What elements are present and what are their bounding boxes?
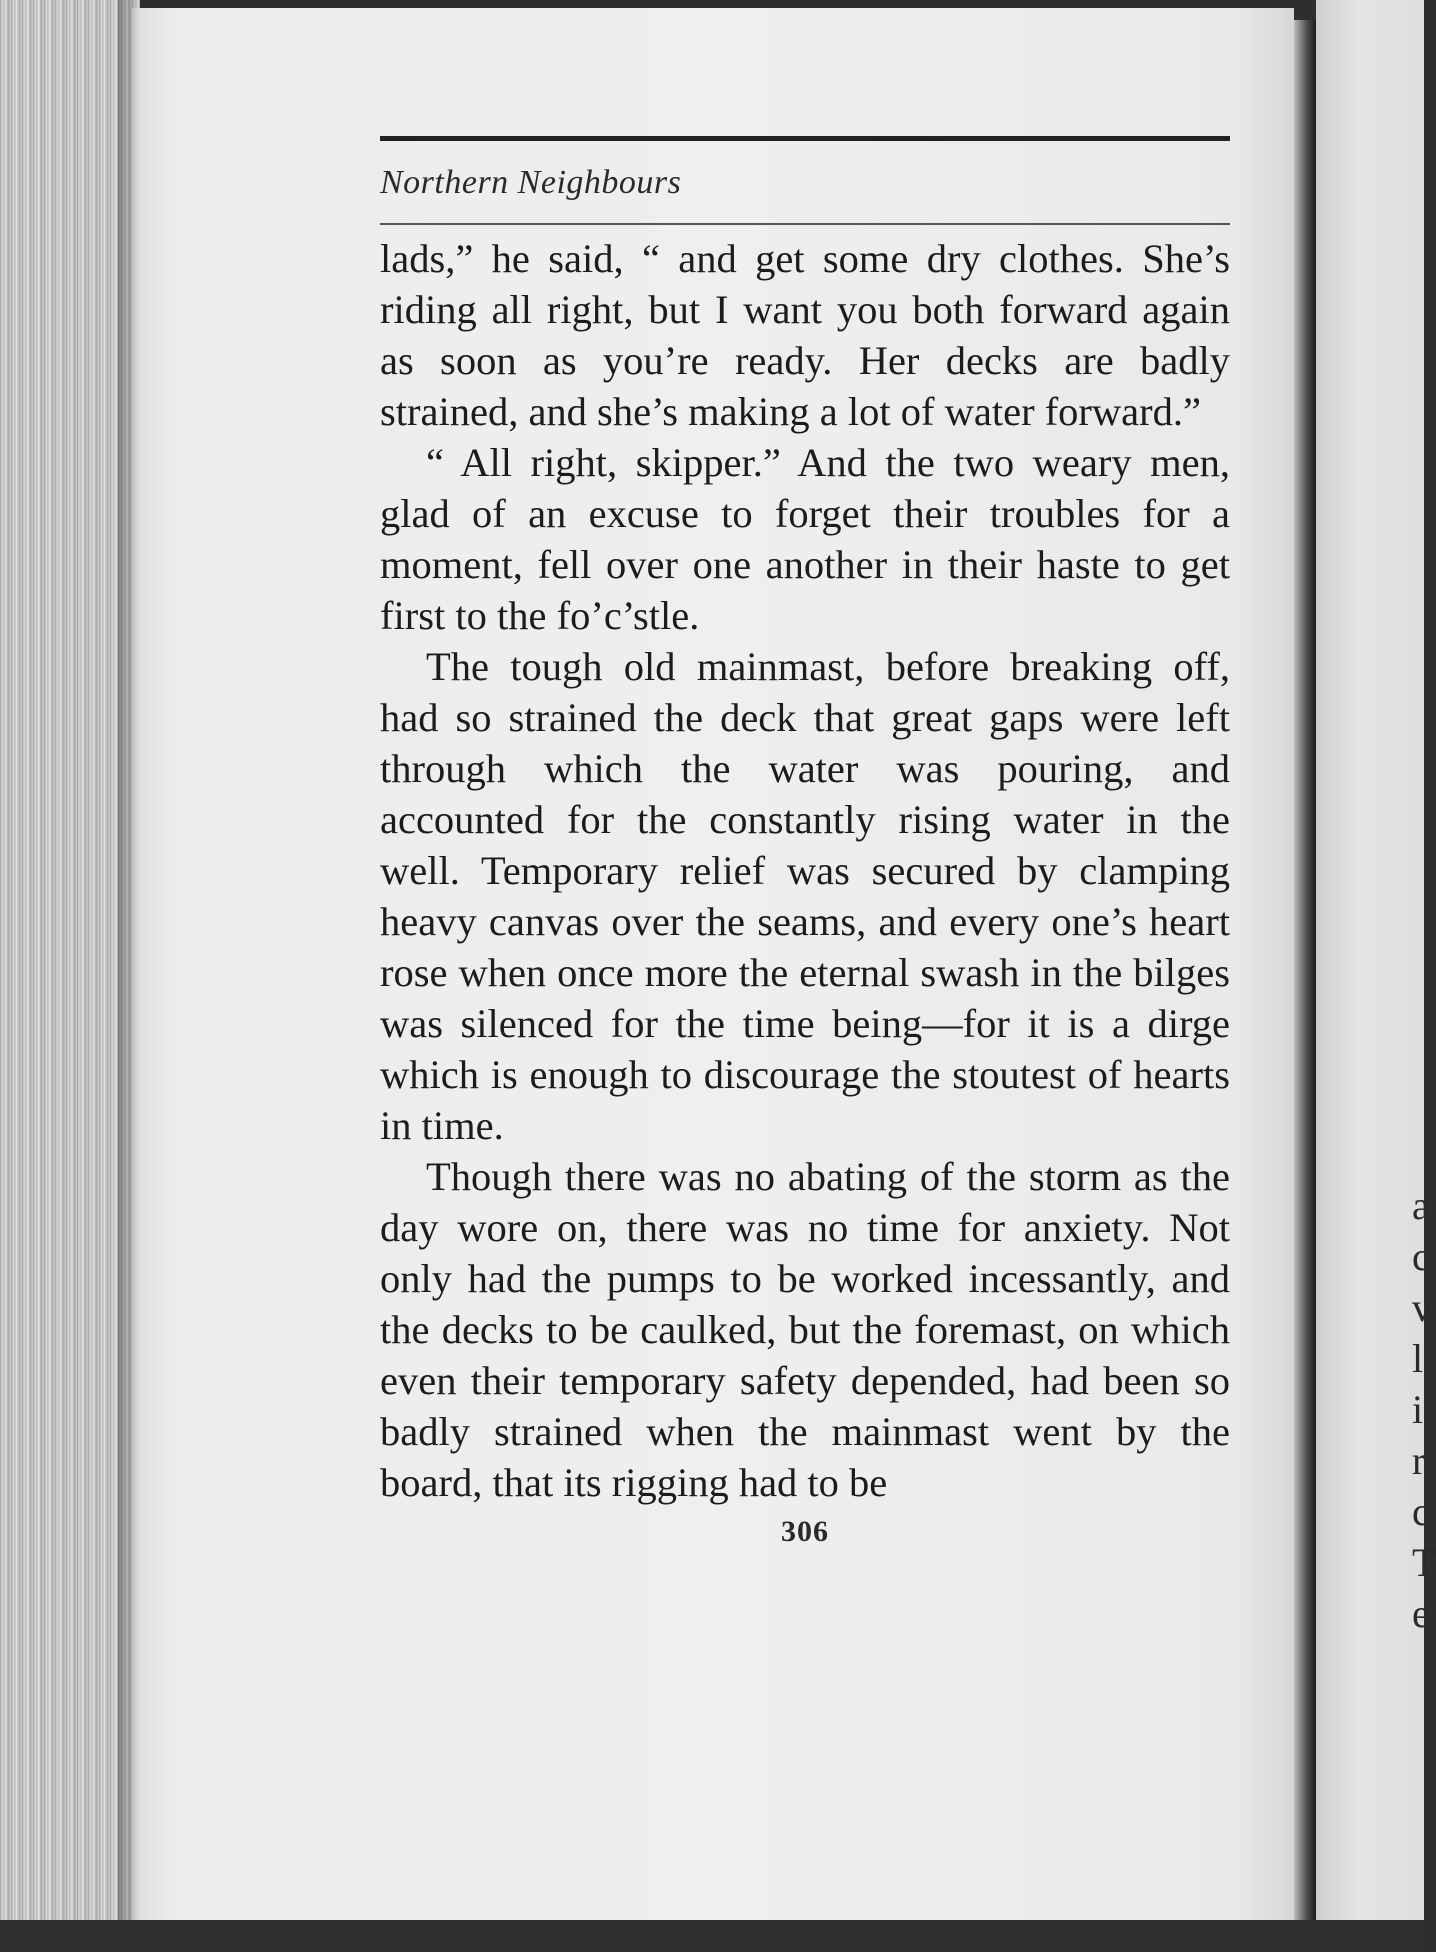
- facing-letter: e: [1412, 1591, 1430, 1636]
- facing-letter: l: [1412, 1336, 1424, 1381]
- facing-letter: a: [1412, 1183, 1430, 1228]
- page-edge-shadow: [118, 0, 140, 1952]
- page-text-block: [380, 136, 1230, 1550]
- body-text: [380, 233, 1230, 1508]
- running-head: Northern Neighbours: [380, 164, 682, 201]
- facing-letter: r: [1412, 1438, 1426, 1483]
- paragraph: The tough old mainmast, before breaking off, had so strained the deck that great gaps were left through which the water was pouring, and accounted for the constantly rising water in the well. Temporary relief was secured by clamping heavy canvas over the seams, and every one’s heart rose when once more the eternal swash in the bilges was silenced for the time being—for it is a dirge which is enough to discourage the stoutest of hearts in time.: [380, 644, 1230, 1148]
- facing-letter: v: [1412, 1285, 1432, 1330]
- scan-bottom-edge: [0, 1920, 1424, 1952]
- paragraph: Though there was no abating of the storm as the day wore on, there was no time for anxiety. Not only had the pumps to be worked incessantly, and the decks to be caulked, but the foremast, on which even their temporary safety depended, had been so badly strained when the mainmast went by the board, that its rigging had to be: [380, 1154, 1230, 1505]
- facing-page: [1316, 0, 1424, 1952]
- facing-letter: c: [1412, 1234, 1430, 1279]
- paragraph: “ All right, skipper.” And the two weary men, glad of an excuse to forget their troubles for a moment, fell over one another in their haste to get first to the fo’c’stle.: [380, 440, 1230, 638]
- header-rule-thin: [380, 223, 1230, 225]
- page-number: 306: [781, 1515, 829, 1548]
- paragraph: lads,” he said, “ and get some dry clothes. She’s riding all right, but I want you both forward again as soon as you’re ready. Her decks are badly strained, and she’s making a lot of water forward.”: [380, 236, 1230, 434]
- header-rule-thick: [380, 136, 1230, 141]
- book-gutter: [1294, 20, 1316, 1920]
- facing-letter: i: [1412, 1387, 1424, 1432]
- facing-page-edge-letters: [1412, 1180, 1436, 1639]
- facing-letter: T: [1412, 1540, 1436, 1585]
- facing-letter: c: [1412, 1489, 1430, 1534]
